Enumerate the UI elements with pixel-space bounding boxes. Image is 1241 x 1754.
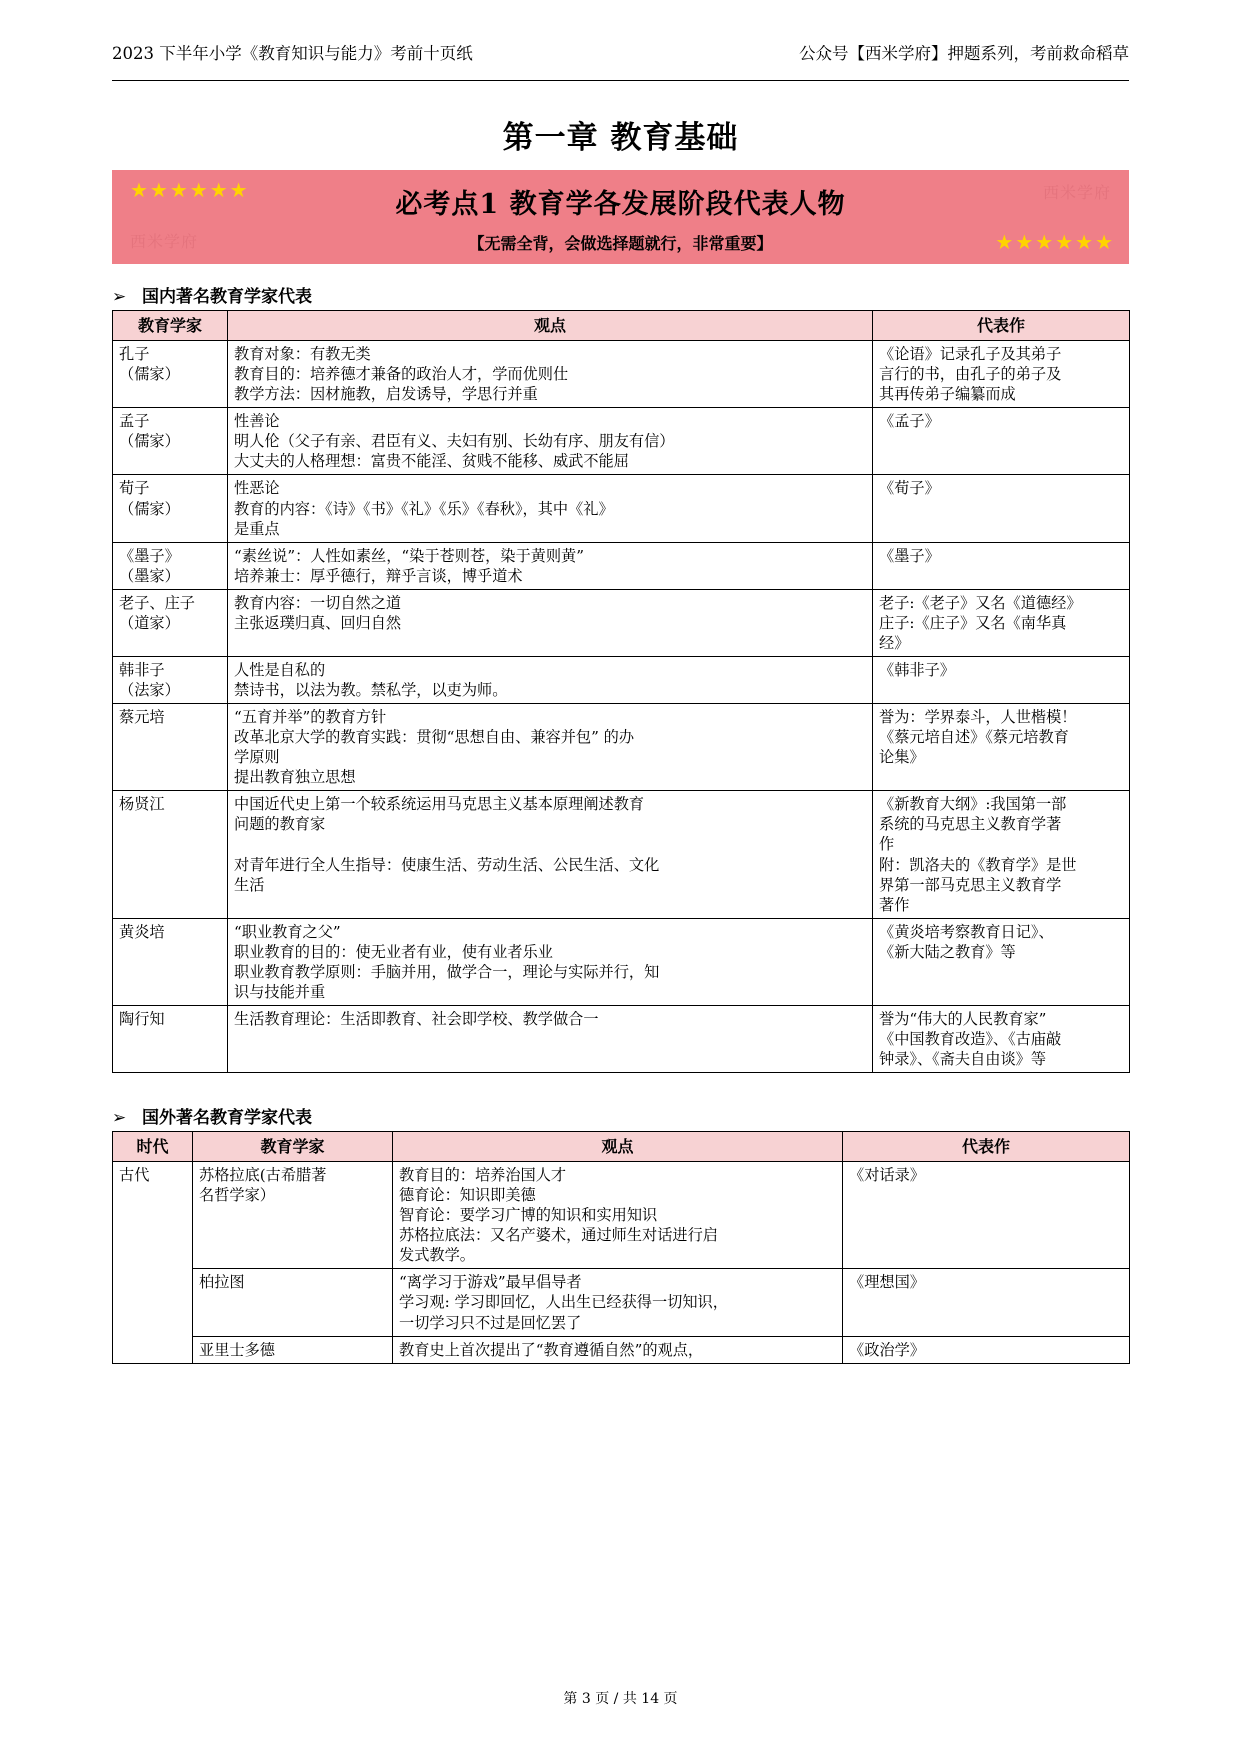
- header-divider: [112, 80, 1129, 81]
- cell-works: [843, 1269, 1130, 1336]
- cell-views: [228, 341, 873, 408]
- col-header-era: 时代: [113, 1132, 193, 1162]
- cell-line: 杨贤江: [119, 795, 165, 814]
- cell-educator-name: [193, 1162, 393, 1269]
- cell-views: [228, 704, 873, 791]
- cell-line: 生活: [234, 875, 265, 894]
- cell-line: 《黄炎培考察教育日记》、: [879, 922, 1054, 941]
- cell-line: 《墨子》: [879, 546, 940, 565]
- cell-line: 钟录》、《斋夫自由谈》等: [879, 1050, 1047, 1069]
- cell-line: 《论语》记录孔子及其弟子: [879, 345, 1062, 364]
- cell-educator-name: [193, 1269, 393, 1336]
- cell-era: 古代: [113, 1162, 193, 1364]
- section-heading-foreign-label: 国外著名教育学家代表: [142, 1108, 312, 1128]
- cell-line: （道家）: [119, 613, 180, 632]
- cell-line: “五育并举”的教育方针: [234, 708, 387, 727]
- cell-line: “职业教育之父”: [234, 922, 341, 941]
- cell-line: 培养兼士：厚乎德行，辩乎言谈，博乎道术: [234, 566, 523, 585]
- section-heading-domestic: [112, 282, 312, 307]
- cell-line: 经》: [879, 633, 910, 652]
- table-row: [113, 475, 1130, 542]
- cell-line: （儒家）: [119, 432, 180, 451]
- cell-line: 附：凯洛夫的《教育学》是世: [879, 855, 1077, 874]
- col-header-views: 观点: [228, 311, 873, 341]
- cell-line: 教育史上首次提出了“教育遵循自然”的观点，: [399, 1340, 704, 1359]
- cell-line: 是重点: [234, 519, 280, 538]
- cell-line: 《对话录》: [849, 1166, 925, 1185]
- cell-views: [228, 475, 873, 542]
- cell-educator-name: [113, 656, 228, 703]
- cell-line: 亚里士多德: [199, 1340, 275, 1359]
- watermark-right: 西米学府: [1042, 183, 1111, 202]
- cell-educator-name: [113, 341, 228, 408]
- table-row: [113, 1005, 1130, 1072]
- cell-line: “离学习于游戏”最早倡导者: [399, 1273, 582, 1292]
- cell-line: 苏格拉底(古希腊著: [199, 1166, 327, 1185]
- cell-views: [393, 1336, 843, 1363]
- table-row: [113, 542, 1130, 589]
- cell-line: 《新教育大纲》:我国第一部: [879, 795, 1067, 814]
- cell-line: 《孟子》: [879, 412, 940, 431]
- cell-line: 陶行知: [119, 1009, 165, 1028]
- cell-line: “素丝说”：人性如素丝，“染于苍则苍，染于黄则黄”: [234, 546, 584, 565]
- cell-line: 一切学习只不过是回忆罢了: [399, 1313, 582, 1332]
- table-row: [113, 1269, 1130, 1336]
- banner-title: 必考点1 教育学各发展阶段代表人物: [395, 189, 846, 220]
- table-row: [113, 1162, 1130, 1269]
- header-right-text: 公众号【西米学府】押题系列，考前救命稻草: [799, 44, 1129, 63]
- cell-works: [873, 791, 1130, 918]
- cell-line: 发式教学。: [399, 1246, 475, 1265]
- cell-line: 教育目的：培养治国人才: [399, 1166, 567, 1185]
- cell-views: [393, 1269, 843, 1336]
- table-row: [113, 791, 1130, 918]
- stars-right-icon: ★★★★★★: [995, 230, 1115, 254]
- cell-line: [234, 834, 866, 854]
- cell-line: 职业教育教学原则：手脑并用，做学合一，理论与实际并行，知: [234, 962, 660, 981]
- cell-line: 改革北京大学的教育实践：贯彻“思想自由、兼容并包” 的办: [234, 728, 635, 747]
- cell-educator-name: [113, 408, 228, 475]
- cell-educator-name: [113, 475, 228, 542]
- cell-views: [228, 542, 873, 589]
- cell-views: [228, 918, 873, 1005]
- stars-left-icon: ★★★★★★: [130, 178, 250, 202]
- cell-line: 界第一部马克思主义教育学: [879, 875, 1062, 894]
- cell-line: 老子:《老子》又名《道德经》: [879, 593, 1082, 612]
- cell-line: 誉为：学界泰斗，人世楷模！: [879, 708, 1077, 727]
- cell-line: 教学方法：因材施教，启发诱导，学思行并重: [234, 385, 538, 404]
- cell-line: 性恶论: [234, 479, 280, 498]
- table-row: [113, 408, 1130, 475]
- cell-works: [843, 1162, 1130, 1269]
- cell-works: [873, 1005, 1130, 1072]
- cell-educator-name: [113, 791, 228, 918]
- cell-line: 中国近代史上第一个较系统运用马克思主义基本原理阐述教育: [234, 795, 645, 814]
- cell-line: 黄炎培: [119, 922, 165, 941]
- domestic-educators-table: [112, 310, 1130, 1073]
- cell-educator-name: [193, 1336, 393, 1363]
- cell-line: 名哲学家）: [199, 1186, 275, 1205]
- cell-line: 明人伦（父子有亲、君臣有义、夫妇有别、长幼有序、朋友有信）: [234, 432, 675, 451]
- cell-line: 识与技能并重: [234, 982, 326, 1001]
- cell-line: 老子、庄子: [119, 593, 195, 612]
- cell-line: 智育论：要学习广博的知识和实用知识: [399, 1206, 658, 1225]
- cell-works: [873, 542, 1130, 589]
- cell-line: 学习观: 学习即回忆，人出生已经获得一切知识，: [399, 1293, 728, 1312]
- cell-views: [228, 589, 873, 656]
- chapter-title: 第一章 教育基础: [502, 120, 739, 156]
- cell-works: [873, 589, 1130, 656]
- cell-line: 《中国教育改造》、《古庙敲: [879, 1030, 1062, 1049]
- table-row: [113, 589, 1130, 656]
- cell-line: 《荀子》: [879, 479, 940, 498]
- cell-line: （儒家）: [119, 365, 180, 384]
- cell-line: 德育论：知识即美德: [399, 1186, 536, 1205]
- cell-works: [873, 408, 1130, 475]
- cell-line: 教育目的：培养德才兼备的政治人才，学而优则仕: [234, 365, 569, 384]
- cell-educator-name: [113, 542, 228, 589]
- cell-views: [228, 791, 873, 918]
- cell-line: 系统的马克思主义教育学著: [879, 815, 1062, 834]
- cell-line: 孟子: [119, 412, 150, 431]
- header-left-text: 2023 下半年小学《教育知识与能力》考前十页纸: [112, 44, 473, 63]
- cell-line: 言行的书，由孔子的弟子及: [879, 365, 1062, 384]
- cell-works: [873, 704, 1130, 791]
- cell-educator-name: [113, 1005, 228, 1072]
- col-header-educator: 教育学家: [113, 311, 228, 341]
- table-row: [113, 656, 1130, 703]
- cell-line: 禁诗书，以法为教。禁私学，以吏为师。: [234, 681, 508, 700]
- cell-line: 《墨子》: [119, 546, 180, 565]
- foreign-educators-table: [112, 1131, 1130, 1364]
- cell-line: 《新大陆之教育》等: [879, 942, 1016, 961]
- table-header-row-foreign: [113, 1132, 1130, 1162]
- cell-works: [843, 1336, 1130, 1363]
- table-row: [113, 1336, 1130, 1363]
- cell-line: 学原则: [234, 748, 280, 767]
- cell-line: 主张返璞归真、回归自然: [234, 613, 402, 632]
- cell-educator-name: [113, 589, 228, 656]
- cell-line: 生活教育理论：生活即教育、社会即学校、教学做合一: [234, 1009, 599, 1028]
- cell-educator-name: [113, 704, 228, 791]
- cell-line: 作: [879, 835, 895, 854]
- cell-line: 《理想国》: [849, 1273, 925, 1292]
- cell-works: [873, 475, 1130, 542]
- cell-line: （墨家）: [119, 566, 180, 585]
- cell-works: [873, 656, 1130, 703]
- cell-line: 人性是自私的: [234, 660, 326, 679]
- cell-line: 柏拉图: [199, 1273, 245, 1292]
- cell-line: 对青年进行全人生指导：使康生活、劳动生活、公民生活、文化: [234, 855, 660, 874]
- cell-line: 庄子:《庄子》又名《南华真: [879, 613, 1067, 632]
- cell-line: 性善论: [234, 412, 280, 431]
- cell-line: 大丈夫的人格理想：富贵不能淫、贫贱不能移、威武不能屈: [234, 452, 629, 471]
- cell-views: [228, 656, 873, 703]
- cell-line: 其再传弟子编纂而成: [879, 385, 1016, 404]
- section-heading-foreign: [112, 1103, 312, 1128]
- banner-subtitle: 【无需全背，会做选择题就行，非常重要】: [468, 234, 773, 253]
- cell-views: [393, 1162, 843, 1269]
- cell-line: （儒家）: [119, 499, 180, 518]
- cell-line: 著作: [879, 895, 910, 914]
- cell-line: 荀子: [119, 479, 150, 498]
- cell-line: （法家）: [119, 681, 180, 700]
- cell-line: 教育的内容：《诗》《书》《礼》《乐》《春秋》，其中《礼》: [234, 499, 614, 518]
- arrow-bullet-icon-2: ➢: [112, 1108, 127, 1128]
- cell-line: 职业教育的目的：使无业者有业，使有业者乐业: [234, 942, 553, 961]
- cell-line: 孔子: [119, 345, 150, 364]
- cell-educator-name: [113, 918, 228, 1005]
- col-header-works: 代表作: [873, 311, 1130, 341]
- cell-line: 提出教育独立思想: [234, 768, 356, 787]
- cell-line: 问题的教育家: [234, 815, 326, 834]
- table-row: [113, 704, 1130, 791]
- cell-line: 《政治学》: [849, 1340, 925, 1359]
- cell-works: [873, 341, 1130, 408]
- page-footer: 第 3 页 / 共 14 页: [563, 1691, 678, 1707]
- cell-line: 论集》: [879, 748, 925, 767]
- table-row: [113, 341, 1130, 408]
- col-header-works-2: 代表作: [843, 1132, 1130, 1162]
- cell-views: [228, 1005, 873, 1072]
- table-header-row: [113, 311, 1130, 341]
- page-header: [112, 44, 1129, 64]
- col-header-views-2: 观点: [393, 1132, 843, 1162]
- cell-line: 蔡元培: [119, 708, 165, 727]
- watermark-left: 西米学府: [130, 232, 199, 251]
- cell-line: 《蔡元培自述》《蔡元培教育: [879, 728, 1069, 747]
- col-header-educator-2: 教育学家: [193, 1132, 393, 1162]
- cell-line: 教育对象：有教无类: [234, 345, 371, 364]
- cell-works: [873, 918, 1130, 1005]
- section-heading-domestic-label: 国内著名教育学家代表: [142, 287, 312, 307]
- cell-line: 《韩非子》: [879, 660, 955, 679]
- cell-line: 韩非子: [119, 660, 165, 679]
- arrow-bullet-icon: ➢: [112, 287, 127, 307]
- table-row: [113, 918, 1130, 1005]
- cell-line: 教育内容：一切自然之道: [234, 593, 402, 612]
- cell-line: 苏格拉底法：又名产婆术，通过师生对话进行启: [399, 1226, 718, 1245]
- cell-line: 誉为“伟大的人民教育家”: [879, 1009, 1047, 1028]
- cell-views: [228, 408, 873, 475]
- key-point-banner: [112, 170, 1129, 264]
